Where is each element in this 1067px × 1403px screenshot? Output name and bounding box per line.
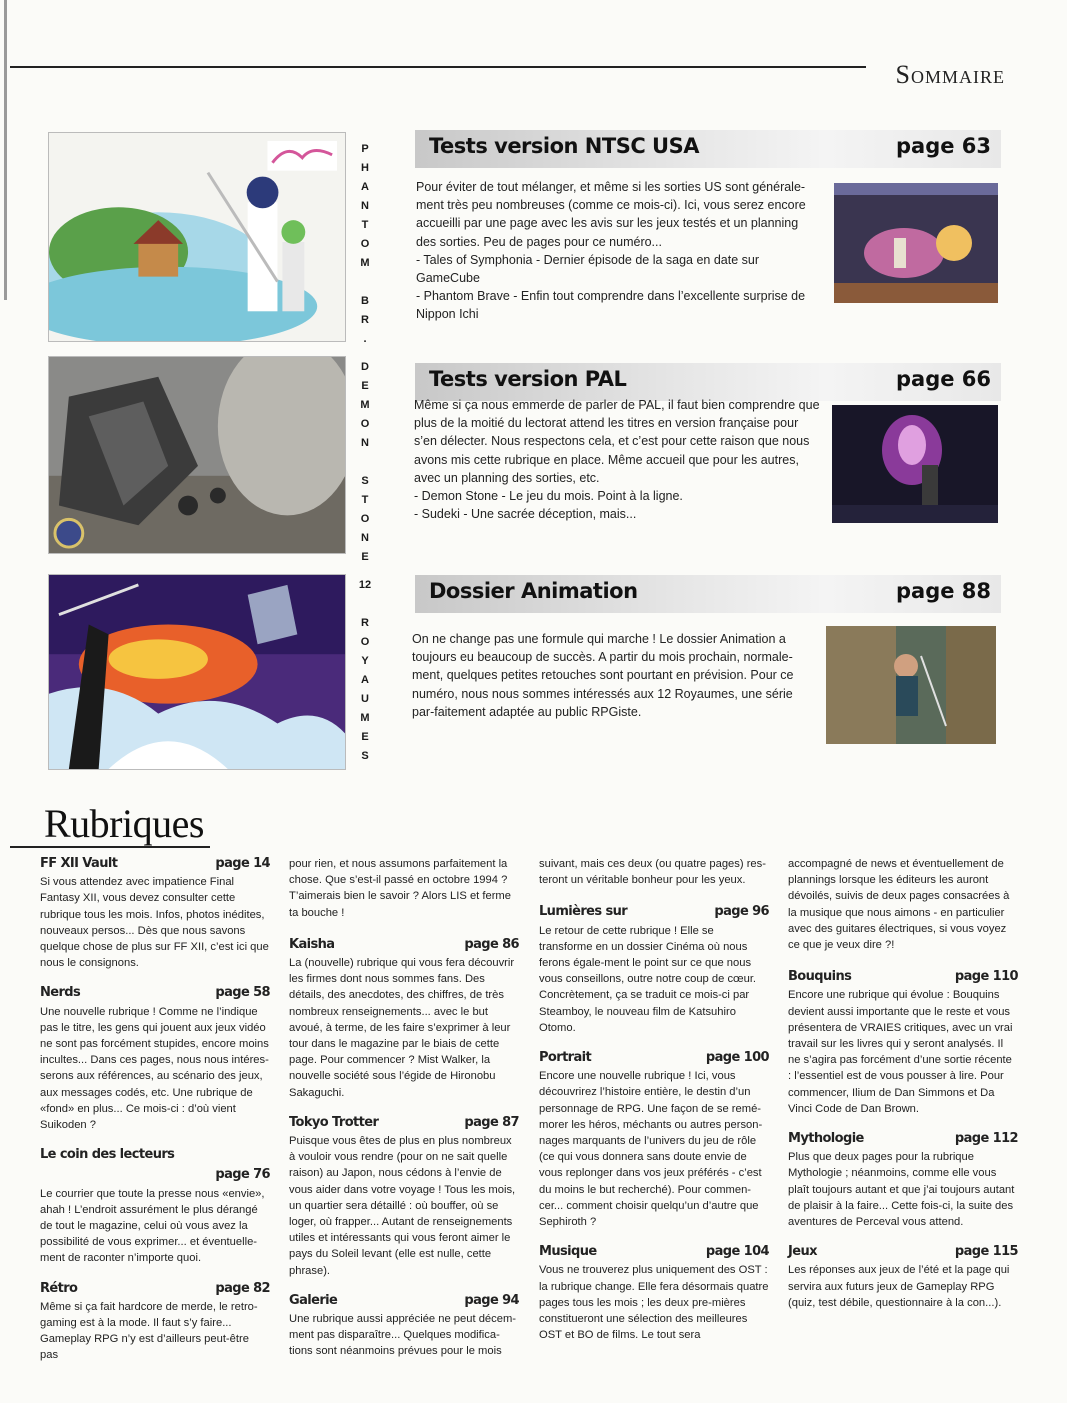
- rubrique-text: Même si ça fait hardcore de merde, le retro-gaming est à la mode. Il faut s’y faire... Gameplay RPG n’y est d’ailleurs peut-être pas: [40, 1300, 258, 1362]
- rubrique-kaisha: [289, 937, 519, 1101]
- rubrique-name: Le coin des lecteurs: [40, 1147, 175, 1163]
- rubrique-page: page 96: [714, 904, 769, 920]
- section-page-ntsc: page 63: [895, 134, 991, 158]
- left-margin-rule: [4, 0, 7, 300]
- twelve-kingdoms-artwork: [48, 574, 346, 770]
- rubrique-name: Jeux: [788, 1244, 817, 1260]
- section-body-ntsc: Pour éviter de tout mélanger, et même si les sorties US sont générale-ment très peu nombreuses (comme ce mois-ci). Ici, vous serez encore accueilli par une page avec les avis sur les jeux testés et un planning des sorties. Peu de pages pour ce numéro... - Tales of Symphonia - Dernier épisode de la saga en date sur GameCube - Phantom Brave - Enfin tout comprendre dans l’excellente surprise de Nippon Ichi: [416, 180, 806, 322]
- rubrique-text: Une rubrique aussi appréciée ne peut décem-ment pas disparaître... Quelques modifica-tions sont néanmoins prévues pour le mois: [289, 1313, 516, 1358]
- rubrique-page: page 94: [464, 1292, 519, 1308]
- rubriques-heading: Rubriques: [44, 801, 204, 846]
- vertical-label-demon-stone: D E M O N S T O N E: [360, 361, 370, 563]
- rubrique-text: Encore une nouvelle rubrique ! Ici, vous découvrirez l’histoire entière, le destin d’un personnage de RPG. Une façon de se remé-morer les héros, méchants ou autres person-nages marquants de l’univers du jeu de rôle (ce qui vous donnera sans doute envie de vous replonger dans vos jeux préférés - c’est du moins le but recherché). Pour commen-cer... comment choisir quelqu’un d’autre que Sephiroth ?: [539, 1070, 763, 1229]
- rubrique-name: FF XII Vault: [40, 856, 118, 871]
- rubrique-mythologie: [788, 1131, 1018, 1230]
- rubriques-column-1: [40, 856, 270, 1374]
- rubrique-galerie: [289, 1293, 519, 1360]
- rubrique-name: Rétro: [40, 1280, 78, 1296]
- rubrique-musique: [539, 1244, 769, 1343]
- rubrique-continuation: accompagné de news et éventuellement de plannings lorsque les éditeurs les auront dévoilés, suivis de deux pages consacrées à la musique que nous aimons - en particulier avec des guitares électriques, si vous voyez ce que je veux dire ?!: [788, 858, 1010, 952]
- rubrique-page: page 58: [215, 985, 270, 1001]
- tales-of-symphonia-screenshot: [834, 183, 998, 303]
- section-title-animation: Dossier Animation: [429, 579, 638, 603]
- rubrique-lumieres-sur: [539, 904, 769, 1036]
- section-bar-animation: [415, 575, 1001, 613]
- rubrique-page: page 86: [464, 936, 519, 952]
- rubrique-page: page 110: [954, 969, 1018, 985]
- rubrique-name: Nerds: [40, 985, 81, 1001]
- rubrique-page: page 100: [705, 1050, 769, 1066]
- rubrique-text: Le courrier que toute la presse nous «envie», ahah ! L’endroit assurément le plus dérangé de tout le magazine, celui où vous avez la possibilité de vous exprimer... et éventuelle-ment de raconter n’importe quoi.: [40, 1187, 265, 1265]
- section-body-pal: Même si ça nous emmerde de parler de PAL, il faut bien comprendre que plus de la moitié du lectorat attend les titres en version française pour s’en délecter. Nous respectons cela, et c’est pour cette raison que nous avons mis cette rubrique en place. Même accueil que pour les autres, avec un planning des sorties, etc. - Demon Stone - Le jeu du mois. Point à la ligne. - Sudeki - Une sacrée déception, mais...: [414, 398, 820, 522]
- rubrique-name: Tokyo Trotter: [289, 1114, 379, 1130]
- rubriques-column-2: [289, 856, 519, 1370]
- rubrique-tokyo-trotter: [289, 1115, 519, 1279]
- rubrique-name: Kaisha: [289, 936, 335, 952]
- rubrique-portrait: [539, 1050, 769, 1230]
- rubrique-page: page 82: [215, 1280, 270, 1296]
- phantom-brave-artwork: [48, 132, 346, 342]
- rubrique-text: Les réponses aux jeux de l’été et la page qui servira aux futurs jeux de Gameplay RPG (quiz, test débile, questionnaire à la con...).: [788, 1264, 1010, 1309]
- header-rule: [10, 66, 866, 68]
- rubrique-name: Galerie: [289, 1292, 338, 1308]
- rubrique-page: page 87: [464, 1114, 519, 1130]
- rubrique-text: Si vous attendez avec impatience Final Fantasy XII, vous devez consulter cette rubrique tous les mois. Infos, photos inédites, nouveaux persos... Dès que nous savons quelque chose de plus sur FF XII, c’est ici que nous le consignons.: [40, 876, 269, 970]
- rubrique-text: Encore une rubrique qui évolue : Bouquins devient aussi importante que le reste et vous présentera de VRAIES critiques, avec un vrai travail sur les livres qui y seront analysés. Il ne s’agira pas forcément d’une sortie récente : l’essentiel est de vous pousser à lire. Pour commencer, Ilium de Dan Simmons et Da Vinci Code de Dan Brown.: [788, 989, 1013, 1115]
- rubrique-text: Plus que deux pages pour la rubrique Mythologie ; néanmoins, comme elle vous plaît toujours autant et que j’ai toujours autant de plaisir à la faire... Cette fois-ci, la suite des aventures de Perceval vous attend.: [788, 1151, 1015, 1229]
- rubrique-text: Puisque vous êtes de plus en plus nombreux à vouloir vous rendre (pour on ne sait quelle raison) au Japon, nous cédons à l’envie de vous aider dans votre voyage ! Tous les mois, un quartier sera détaillé : où bouffer, où se loger, où frapper... Autant de renseignements utiles et intéressants qui vous feront aimer le pays du Soleil levant (elle est nulle, cette phrase).: [289, 1135, 516, 1277]
- rubrique-page: page 115: [954, 1244, 1018, 1260]
- vertical-label-phantom-brave: P H A N T O M B R .: [360, 143, 370, 345]
- rubrique-text: Vous ne trouverez plus uniquement des OST : la rubrique change. Elle fera désormais quatre pages tous les mois ; les deux pre-mières constitueront une sélection des meilleures OST et BO de films. Le tout sera: [539, 1264, 769, 1342]
- rubrique-nerds: [40, 985, 270, 1133]
- demon-stone-artwork: [48, 356, 346, 554]
- rubrique-coin-des-lecteurs: [40, 1147, 270, 1266]
- rubrique-page: page 112: [954, 1131, 1018, 1147]
- animation-screenshot: [826, 626, 996, 744]
- rubrique-text: La (nouvelle) rubrique qui vous fera découvrir les firmes dont nous sommes fans. Des détails, des anecdotes, des chiffres, de très nombreux renseignements... avec le but avoué, à terme, de les faire s’exprimer à leur tour dans le magazine par le biais de cette page. Pour commencer ? Mist Walker, la nouvelle société sous l’égide de Hironobu Sakaguchi.: [289, 957, 515, 1099]
- rubrique-jeux: [788, 1244, 1018, 1311]
- rubriques-rule: [10, 846, 210, 848]
- rubrique-page: page 14: [215, 856, 270, 871]
- rubrique-text: Une nouvelle rubrique ! Comme ne l’indique pas le titre, les gens qui jouent aux jeux vidéo ne sont pas forcément stupides, encore moins incultes... Dans ces pages, nous nous intéres-serons aux références, au scénario des jeux, aux messages codés, etc. Une rubrique de «fond» en plus... Ce mois-ci : d’où vient Suikoden ?: [40, 1005, 269, 1132]
- section-title-ntsc: Tests version NTSC USA: [429, 134, 699, 158]
- rubriques-column-4: [788, 856, 1018, 1321]
- rubrique-text: Le retour de cette rubrique ! Elle se transforme en un dossier Cinéma où nous ferons égale-ment le point sur ce que nous vous conseillons, outre notre coup de cœur. Concrètement, ça se traduit ce mois-ci par Steamboy, le nouveau film de Katsuhiro Otomo.: [539, 924, 757, 1034]
- rubrique-ff-xii-vault: [40, 856, 270, 971]
- section-title-pal: Tests version PAL: [429, 367, 627, 391]
- rubrique-name: Bouquins: [788, 969, 852, 985]
- rubrique-name: Mythologie: [788, 1131, 864, 1147]
- rubrique-continuation: pour rien, et nous assumons parfaitement la chose. Que s’est-il passé en octobre 1994 ? T’aimerais bien le savoir ? Alors LIS et ferme ta bouche !: [289, 858, 511, 919]
- section-bar-ntsc: [415, 130, 1001, 168]
- rubrique-retro: [40, 1281, 270, 1364]
- rubrique-page: page 104: [705, 1244, 769, 1260]
- rubrique-name: Portrait: [539, 1050, 592, 1066]
- section-page-pal: page 66: [895, 367, 991, 391]
- rubrique-continuation: suivant, mais ces deux (ou quatre pages) res-teront un véritable bonheur pour les yeux.: [539, 858, 766, 887]
- section-title: Sommaire: [895, 60, 1005, 89]
- section-body-animation: On ne change pas une formule qui marche ! Le dossier Animation a toujours eu beaucoup de succès. A partir du mois prochain, normale-ment, quelques petites retouches sont pourtant en prévision. Pour ce numéro, nous nous sommes intéressés aux 12 Royaumes, une série par-faitement adaptée au public RPGiste.: [412, 632, 794, 719]
- vertical-label-twelve-kingdoms: 12 R O Y A U M E S: [358, 579, 372, 762]
- rubrique-name: Musique: [539, 1244, 597, 1260]
- rubriques-column-3: [539, 856, 769, 1353]
- sudeki-screenshot: [832, 405, 998, 523]
- rubrique-page: page 76: [215, 1167, 270, 1183]
- section-page-animation: page 88: [895, 579, 991, 603]
- rubrique-bouquins: [788, 969, 1018, 1117]
- rubrique-name: Lumières sur: [539, 904, 628, 920]
